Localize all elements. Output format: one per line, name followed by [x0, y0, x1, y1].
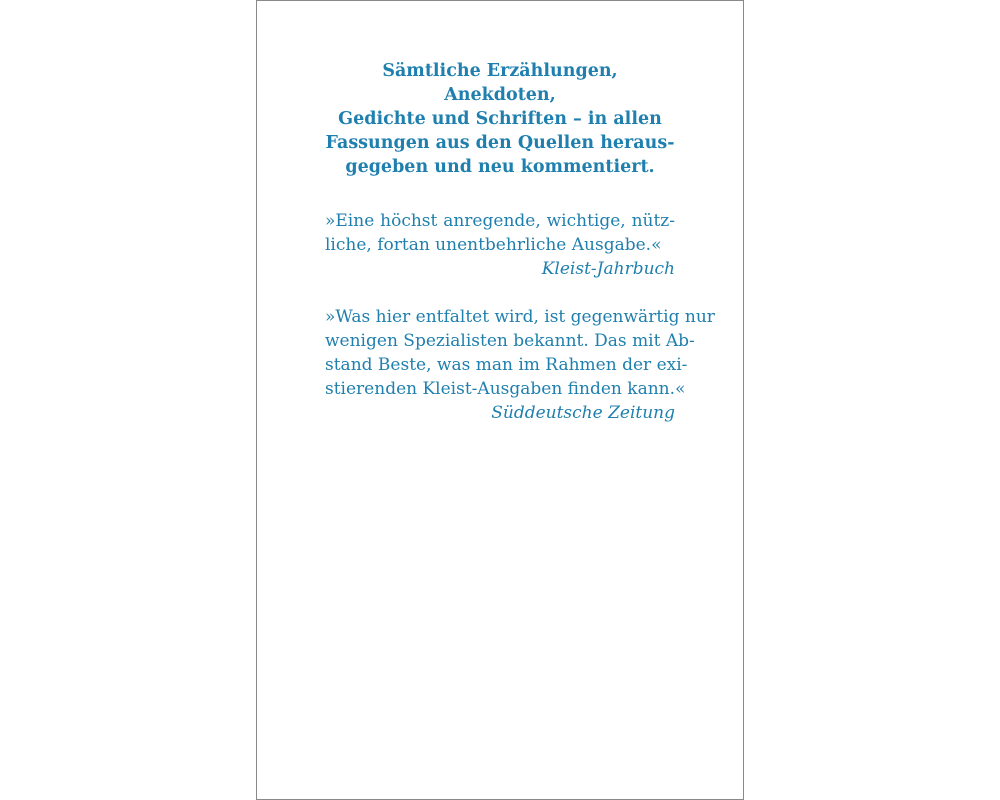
blurb-line: gegeben und neu kommentiert.	[345, 157, 655, 177]
quote-line: stand Beste, was man im Rahmen der exi-	[325, 355, 688, 375]
blurb-line: Fassungen aus den Quellen heraus-	[325, 133, 675, 153]
quote-line: liche, fortan unentbehrliche Ausgabe.«	[325, 235, 662, 255]
quote-text	[325, 209, 675, 257]
blurb-line: Gedichte und Schriften – in allen	[338, 109, 662, 129]
blurb-text	[325, 59, 675, 179]
quote-source: Kleist-Jahrbuch	[541, 259, 675, 279]
quote-line: wenigen Spezialisten bekannt. Das mit Ab-	[325, 331, 695, 351]
review-quote-2	[325, 305, 715, 425]
blurb-line: Sämtliche Erzählungen, Anekdoten,	[382, 61, 618, 105]
cover-text	[325, 59, 715, 425]
quote-line: »Eine höchst anregende, wichtige, nütz-	[325, 211, 675, 231]
quote-line: stierenden Kleist-Ausgaben finden kann.«	[325, 379, 686, 399]
quote-line: »Was hier entfaltet wird, ist gegenwärtig nur	[325, 307, 715, 327]
quote-source: Süddeutsche Zeitung	[491, 403, 675, 423]
review-quote-1	[325, 209, 675, 281]
quote-text	[325, 305, 715, 401]
book-back-cover	[256, 0, 744, 800]
